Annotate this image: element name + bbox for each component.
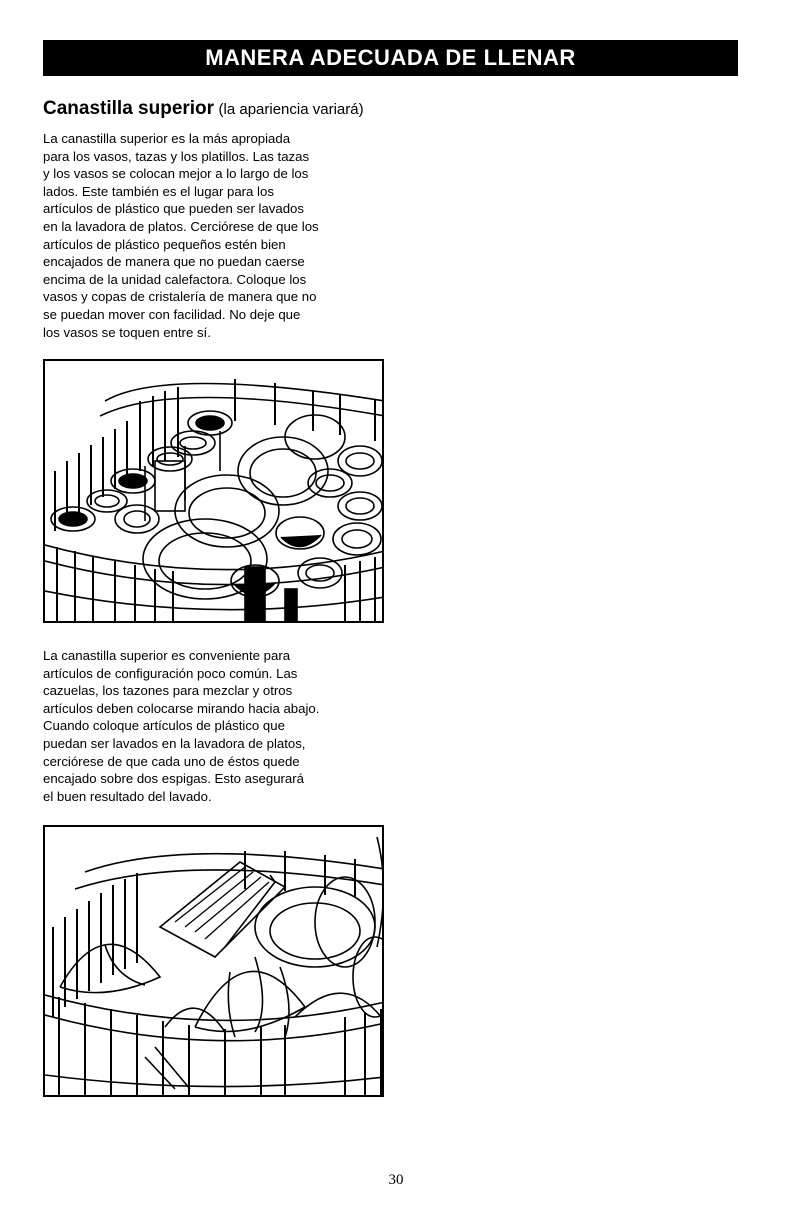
text-line: encajado sobre dos espigas. Esto asegurará [43, 771, 304, 787]
text-line: artículos de configuración poco común. Las [43, 665, 298, 681]
text-line: para los vasos, tazas y los platillos. Las tazas [43, 148, 310, 164]
heading-title: Canastilla superior [43, 98, 215, 119]
text-line: encajados de manera que no puedan caerse [43, 254, 305, 270]
upper-rack-bowls-illustration [43, 825, 384, 1097]
section-banner [43, 40, 738, 76]
upper-rack-cups-illustration [43, 359, 384, 623]
text-line: los vasos se toquen entre sí. [43, 324, 211, 340]
text-line: vasos y copas de cristalería de manera que no [43, 289, 317, 305]
text-line: encima de la unidad calefactora. Coloque los [43, 271, 307, 287]
paragraph-odd-items [43, 647, 403, 805]
text-line: La canastilla superior es la más apropiada [43, 131, 291, 146]
text-line: se puedan mover con facilidad. No deje que [43, 306, 301, 322]
text-line: cazuelas, los tazones para mezclar y otros [43, 683, 293, 699]
section-heading [43, 98, 364, 120]
text-line: artículos de plástico pequeños estén bien [43, 236, 286, 252]
paragraph-glasses-cups [43, 130, 403, 341]
text-line: el buen resultado del lavado. [43, 788, 212, 804]
text-line: artículos deben colocarse mirando hacia abajo. [43, 700, 320, 716]
banner-title: MANERA ADECUADA DE LLENAR [205, 45, 576, 70]
text-line: cerciórese de que cada uno de éstos quede [43, 753, 300, 769]
text-line: lados. Este también es el lugar para los [43, 183, 274, 199]
text-line: artículos de plástico que pueden ser lavados [43, 201, 304, 217]
text-line: y los vasos se colocan mejor a lo largo de los [43, 166, 309, 182]
text-line: La canastilla superior es conveniente para [43, 648, 291, 663]
heading-note: (la apariencia variará) [218, 101, 364, 118]
page-number: 30 [388, 1172, 404, 1188]
text-line: puedan ser lavados en la lavadora de platos, [43, 735, 306, 751]
text-line: en la lavadora de platos. Cerciórese de que los [43, 218, 319, 234]
text-line: Cuando coloque artículos de plástico que [43, 718, 285, 734]
